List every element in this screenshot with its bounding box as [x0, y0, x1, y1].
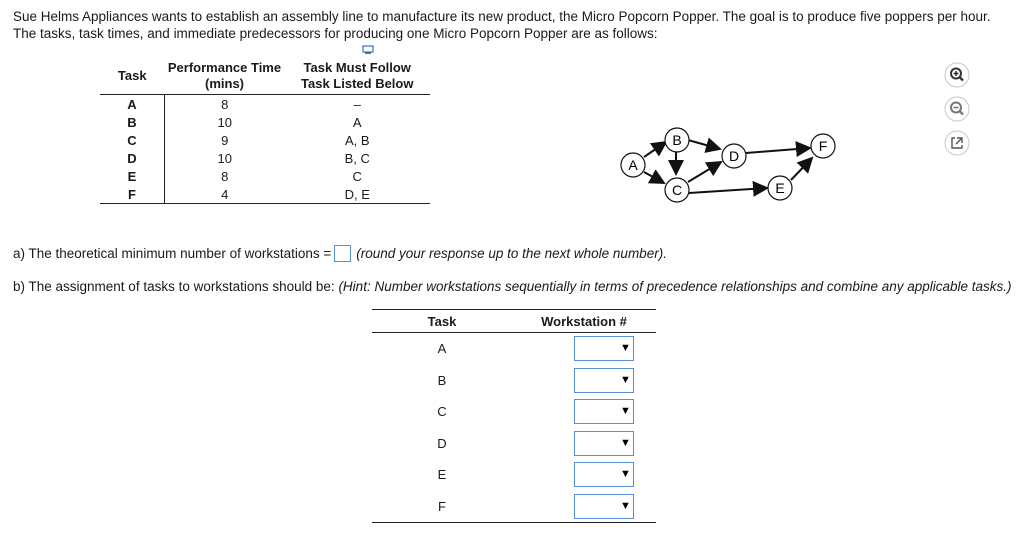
- diagram-node-c: [665, 178, 689, 202]
- ws-task-label: F: [372, 491, 512, 523]
- ws-task-label: A: [437, 341, 447, 357]
- workstation-select-d[interactable]: [574, 431, 634, 456]
- dropdown-arrow-icon: ▼: [620, 342, 631, 355]
- question-b-hint: (Hint: Number workstations sequentially in terms of precedence relationships and combine any applicable tasks.): [338, 279, 1012, 294]
- task-data-table: [100, 58, 430, 204]
- workstation-select-a[interactable]: [574, 336, 634, 361]
- zoom-in-icon[interactable]: [944, 62, 970, 88]
- problem-intro: [13, 8, 1013, 42]
- workstation-select-f[interactable]: [574, 494, 634, 519]
- svg-text:F: F: [818, 138, 828, 154]
- header-task: Task: [100, 58, 165, 95]
- intro-line-2: The tasks, task times, and immediate predecessors for producing one Micro Popcorn Popper are as follows:: [13, 26, 658, 41]
- workstation-select-c[interactable]: [574, 399, 634, 424]
- intro-line-1: Sue Helms Appliances wants to establish an assembly line to manufacture its new product, the Micro Popcorn Popper. The goal is to produce five poppers per hour.: [13, 9, 991, 24]
- dropdown-arrow-icon: ▼: [620, 468, 631, 481]
- workstation-select-e[interactable]: [574, 462, 634, 487]
- ws-task-label: E: [437, 467, 447, 483]
- header-performance-time: Performance Time (mins): [165, 58, 285, 95]
- copy-icon[interactable]: [362, 45, 374, 55]
- workstation-assignment-table: [372, 309, 656, 523]
- question-a: [13, 245, 667, 262]
- diagram-node-a: [621, 153, 645, 177]
- ws-header-task: Task: [372, 310, 512, 333]
- table-row: F 4 D, E: [100, 185, 430, 204]
- table-row: [372, 459, 656, 491]
- table-row: [372, 428, 656, 460]
- workstation-select-b[interactable]: [574, 368, 634, 393]
- diagram-node-b: [665, 128, 689, 152]
- svg-text:D: D: [728, 148, 740, 164]
- table-row: D 10 B, C: [100, 149, 430, 167]
- header-predecessor: Task Must Follow Task Listed Below: [285, 58, 431, 95]
- table-row: [372, 365, 656, 397]
- table-row: E 8 C: [100, 167, 430, 185]
- table-row: A 8 –: [100, 95, 430, 114]
- svg-text:B: B: [672, 132, 682, 148]
- ws-header-workstation: Workstation #: [512, 310, 656, 333]
- dropdown-arrow-icon: ▼: [620, 405, 631, 418]
- question-b: [13, 279, 1012, 294]
- ws-task-label: D: [437, 435, 447, 451]
- ws-task-label: C: [437, 404, 447, 420]
- dropdown-arrow-icon: ▼: [620, 499, 631, 512]
- diagram-node-e: [768, 176, 792, 200]
- table-row: [372, 491, 656, 523]
- dropdown-arrow-icon: ▼: [620, 436, 631, 449]
- dropdown-arrow-icon: ▼: [620, 373, 631, 386]
- table-row: C 9 A, B: [100, 131, 430, 149]
- diagram-node-f: [811, 134, 835, 158]
- svg-text:C: C: [671, 182, 683, 198]
- diagram-node-d: [722, 144, 746, 168]
- ws-task-label: B: [437, 372, 447, 388]
- min-workstations-input[interactable]: [334, 245, 351, 262]
- question-a-prefix: a) The theoretical minimum number of workstations =: [13, 246, 332, 261]
- table-row: B 10 A: [100, 113, 430, 131]
- svg-text:E: E: [775, 180, 785, 196]
- side-toolbar: [944, 62, 972, 164]
- question-a-hint: (round your response up to the next whole number).: [356, 246, 667, 261]
- zoom-out-icon[interactable]: [944, 96, 970, 122]
- table-row: [372, 396, 656, 428]
- svg-text:A: A: [628, 157, 638, 173]
- precedence-diagram: [610, 118, 860, 210]
- table-row: [372, 333, 656, 365]
- popout-icon[interactable]: [944, 130, 970, 156]
- question-b-prefix: b) The assignment of tasks to workstations should be:: [13, 279, 335, 294]
